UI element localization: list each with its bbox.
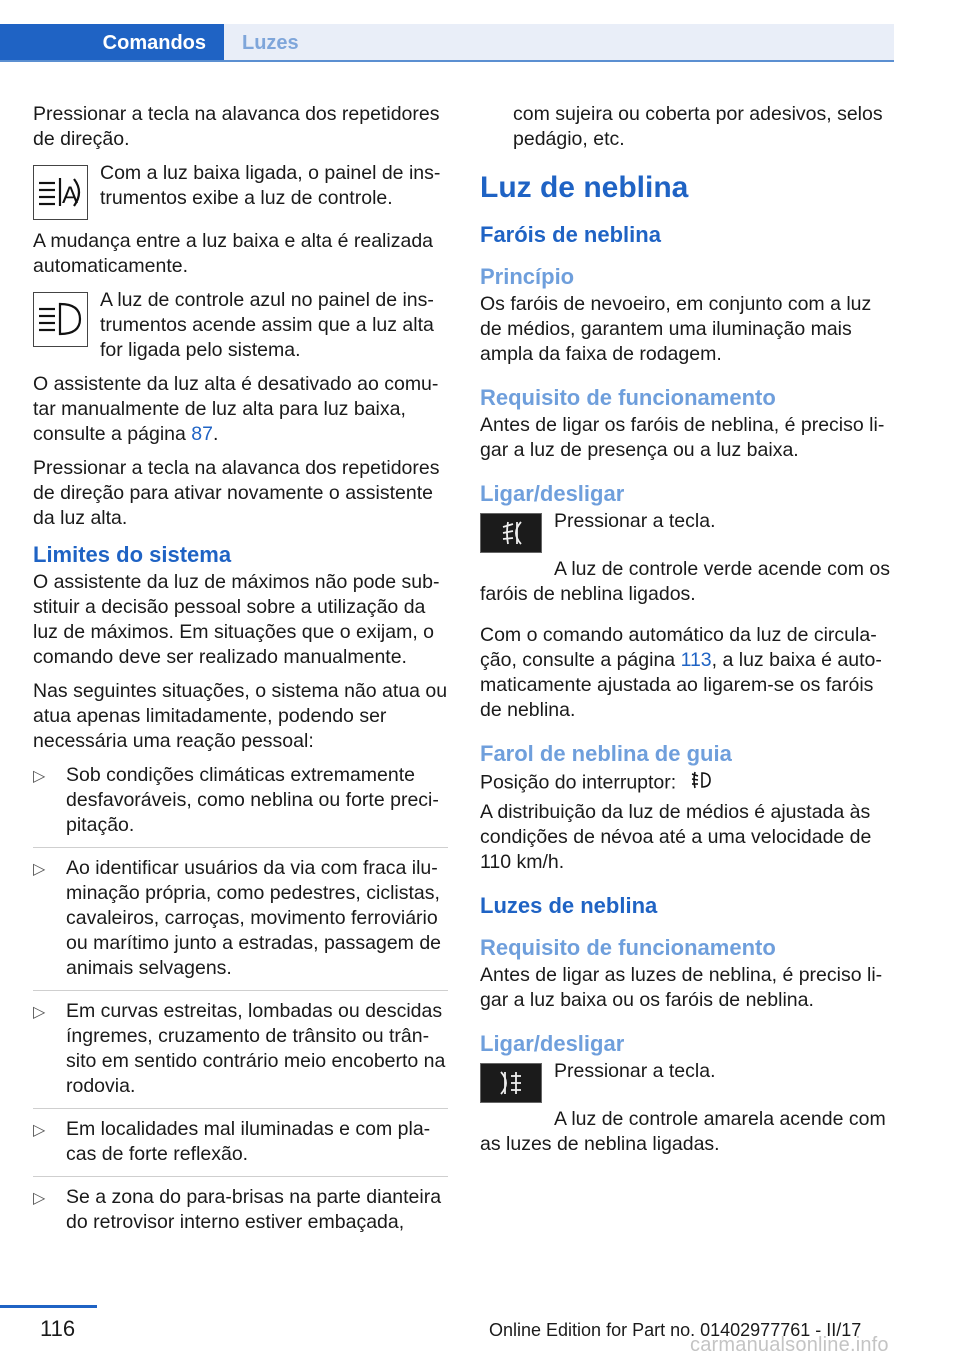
left-column [33,102,448,1244]
bullet-continuation: com sujeira ou coberta por adesivos, selos pedágio, etc. [513,103,883,150]
heading-fog-light: Luz de neblina [480,171,689,204]
paragraph: Com o comando automático da luz de circulação, consulte a página 113, a luz baixa é automaticamente ajustada ao ligarem-se os faróis de neblina. [480,624,882,721]
triangle-bullet-icon: ▷ [33,861,46,878]
instruction-text: Pressionar a tecla. [554,510,716,532]
indicator-row [33,161,448,220]
page-number: 116 [40,1316,76,1341]
paragraph: A luz de controle amarela acende com as luzes de neblina ligadas. [480,1108,886,1155]
paragraph: O assistente da luz alta é desativado ao comutar manualmente de luz alta para luz baixa, consulte a página 87. [33,373,439,445]
right-column [480,102,895,1166]
auto-headlight-indicator-icon [33,165,88,220]
triangle-bullet-icon: ▷ [33,1122,46,1139]
triangle-bullet-icon: ▷ [33,1190,46,1207]
button-row [480,1059,895,1103]
paragraph: Pressionar a tecla na alavanca dos repetidores de direção para ativar novamente o assistente da luz alta. [33,457,440,529]
list-item: ▷ Em localidades mal iluminadas e com placas de forte reflexão. [33,1118,431,1165]
heading-limits: Limites do sistema [33,542,232,567]
divider [33,1108,448,1109]
tab-comandos[interactable]: Comandos [0,24,224,62]
triangle-bullet-icon: ▷ [33,768,46,785]
triangle-bullet-icon: ▷ [33,1004,46,1021]
heading-on-off: Ligar/desligar [480,481,625,506]
button-row [480,509,895,553]
svg-text:A: A [62,182,79,209]
rear-fog-button-icon [480,1063,542,1103]
page-link-87[interactable]: 87 [191,423,213,445]
page-link-113[interactable]: 113 [680,649,712,671]
heading-fog-lights: Luzes de neblina [480,893,658,918]
instruction-text: Pressionar a tecla. [554,1060,716,1082]
paragraph: Antes de ligar os faróis de neblina, é preciso ligar a luz de presença ou a luz baixa. [480,414,885,461]
heading-requirement: Requisito de funcionamento [480,385,776,410]
header-bar [0,0,894,62]
heading-fog-headlights: Faróis de neblina [480,222,661,247]
list-item: ▷ Sob condições climáticas extremamente desfavoráveis, como neblina ou forte precipitação. [33,764,439,836]
paragraph: O assistente da luz de máximos não pode substituir a decisão pessoal sobre a utilização da luz de máximos. Em situações que o exijam, o comando deve ser realizado manualmente. [33,571,440,668]
heading-guide-fog-light: Farol de neblina de guia [480,741,732,766]
footer-rule [0,1305,97,1308]
paragraph: A distribuição da luz de médios é ajustada às condições de névoa até a uma velocidade de 110 km/h. [480,801,872,873]
divider [33,1176,448,1177]
divider [33,990,448,991]
paragraph: A luz de controle verde acende com os faróis de neblina ligados. [480,558,891,605]
list-item: ▷ Se a zona do para-brisas na parte dianteira do retrovisor interno estiver embaçada, [33,1186,442,1233]
edition-text: Online Edition for Part no. 01402977761 - II/17 [489,1320,862,1340]
list-item: ▷ Em curvas estreitas, lombadas ou descidas íngremes, cruzamento de trânsito ou trânsito em sentido contrário meio encoberto na rodovia. [33,1000,446,1097]
heading-on-off: Ligar/desligar [480,1031,625,1056]
paragraph: Os faróis de nevoeiro, em conjunto com a luz de médios, garantem uma iluminação mais ampla da faixa de rodagem. [480,293,872,365]
indicator-text: A luz de controle azul no painel de instrumentos acende assim que a luz alta for ligada pelo sistema. [100,289,434,361]
indicator-row [33,288,448,363]
watermark: carmanualsonline.info [690,1334,889,1356]
paragraph: Posição do interruptor: [480,769,895,798]
fog-switch-position-icon [682,769,716,798]
header-rule [0,60,894,62]
divider [33,847,448,848]
paragraph: Antes de ligar as luzes de neblina, é preciso ligar a luz baixa ou os faróis de neblina. [480,964,883,1011]
paragraph: Nas seguintes situações, o sistema não atua ou atua apenas limitadamente, podendo ser necessária uma reação pessoal: [33,680,448,752]
high-beam-indicator-icon [33,292,88,347]
heading-principle: Princípio [480,264,575,289]
front-fog-button-icon [480,513,542,553]
paragraph: Pressionar a tecla na alavanca dos repetidores de direção. [33,103,440,150]
tab-luzes[interactable]: Luzes [224,24,894,60]
paragraph: A mudança entre a luz baixa e alta é realizada automaticamente. [33,230,434,277]
heading-requirement: Requisito de funcionamento [480,935,776,960]
list-item: ▷ Ao identificar usuários da via com fraca iluminação própria, como pedestres, ciclistas, cavaleiros, carroças, movimento ferroviário ou marítimo junto a estradas, passagem de animais selvagens. [33,857,442,979]
indicator-text: Com a luz baixa ligada, o painel de instrumentos exibe a luz de controle. [100,162,441,209]
bullet-list [33,763,448,1235]
